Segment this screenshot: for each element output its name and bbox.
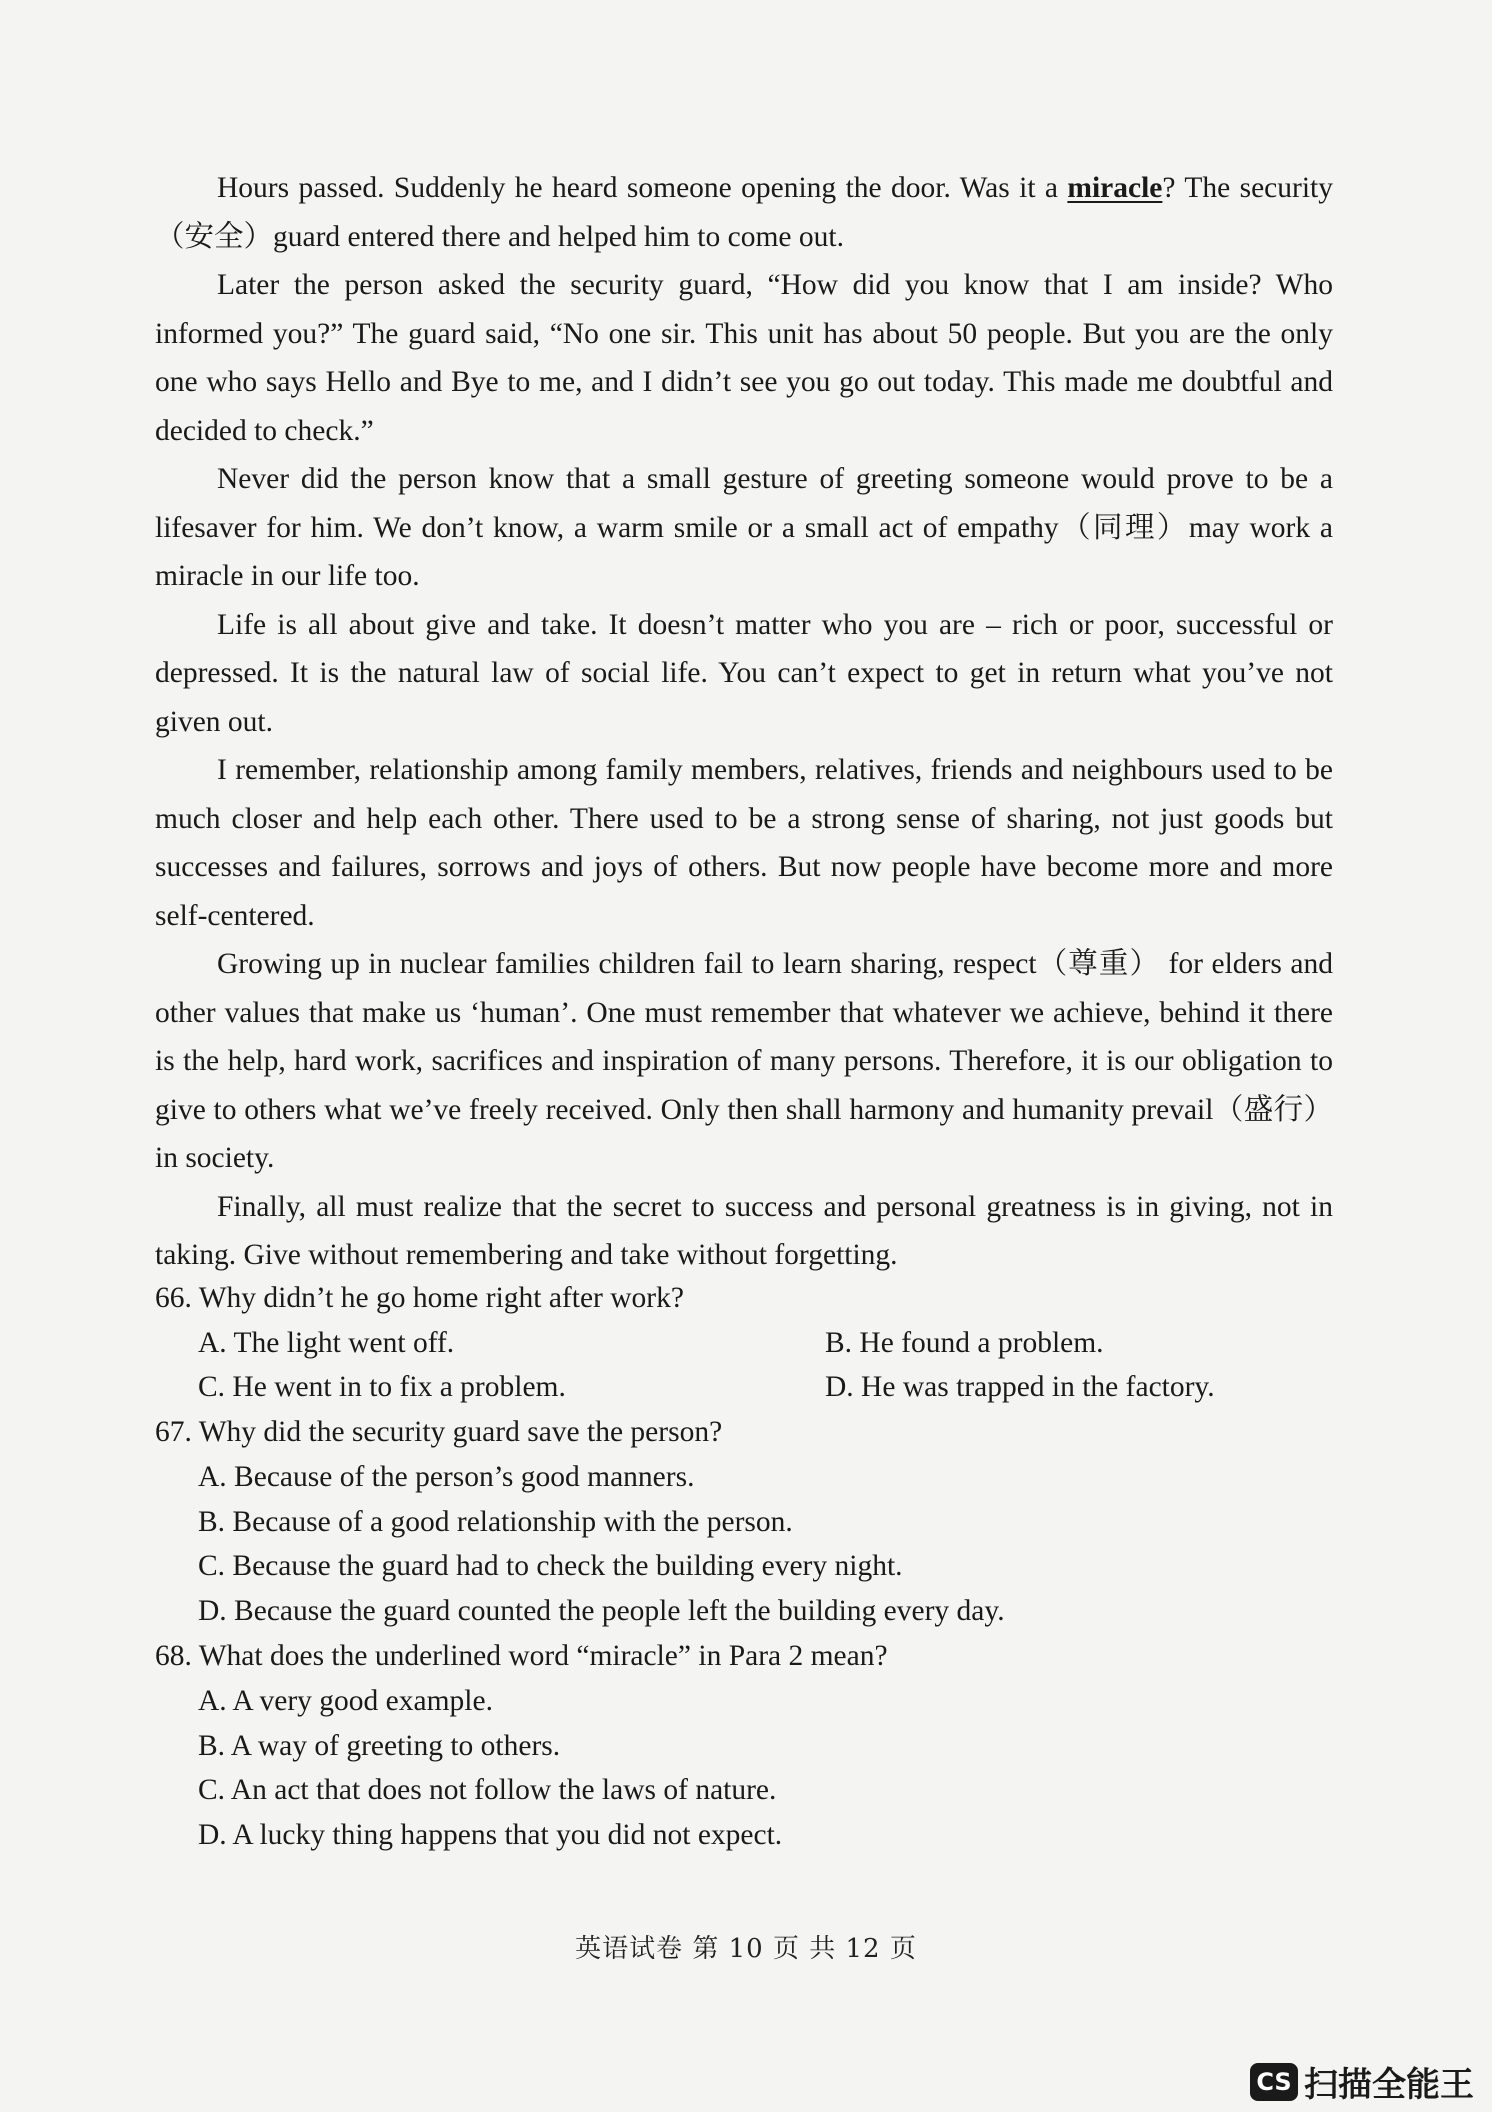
camscanner-logo-icon: CS (1250, 2063, 1298, 2101)
question-67-option-b: B. Because of a good relationship with the person. (198, 1505, 793, 1538)
question-68-option-d: D. A lucky thing happens that you did not expect. (198, 1818, 783, 1851)
paragraph-1 (155, 164, 1333, 261)
question-66-options-row-1 (155, 1321, 1333, 1365)
question-66-option-a: A. The light went off. (198, 1327, 455, 1359)
reading-passage (155, 164, 1333, 1280)
paragraph-5: I remember, relationship among family members, relatives, friends and neighbours used to be much closer and help each other. There used to be a strong sense of sharing, not just goods but successes and failures, sorrows and joys of others. But now people have become more and more self-centered. (155, 754, 1333, 932)
question-67-option-c: C. Because the guard had to check the building every night. (198, 1550, 903, 1582)
paragraph-2: Later the person asked the security guard, “How did you know that I am inside? Who informed you?” The guard said, “No one sir. This unit has about 50 people. But you are the only one who says Hello and Bye to me, and I didn’t see you go out today. This made me doubtful and decided to check.” (155, 269, 1333, 447)
question-68-option-b: B. A way of greeting to others. (198, 1729, 561, 1762)
question-67-option-a: A. Because of the person’s good manners. (198, 1461, 695, 1493)
questions-section (155, 1275, 1333, 1857)
page-footer: 英语试卷 第 10 页 共 12 页 (575, 1934, 917, 1964)
watermark-text: 扫描全能王 (1304, 2065, 1474, 2105)
paragraph-1-text-b: ? The security （安全）guard entered there and helped him to come out. (155, 172, 1333, 253)
question-67-stem: 67. Why did the security guard save the person? (155, 1416, 723, 1448)
question-68-option-c: C. An act that does not follow the laws of nature. (198, 1774, 777, 1806)
question-67-option-d: D. Because the guard counted the people left the building every day. (198, 1594, 1005, 1627)
paragraph-1-text-a: Hours passed. Suddenly he heard someone opening the door. Was it a (217, 172, 1068, 204)
question-66-option-d: D. He was trapped in the factory. (825, 1371, 1215, 1403)
question-66-option-b: B. He found a problem. (825, 1327, 1104, 1359)
question-66-stem: 66. Why didn’t he go home right after work? (155, 1282, 684, 1314)
paragraph-7: Finally, all must realize that the secret to success and personal greatness is in giving, not in taking. Give without remembering and take without forgetting. (155, 1190, 1333, 1271)
question-68-stem: 68. What does the underlined word “miracle” in Para 2 mean? (155, 1640, 888, 1672)
question-66-option-c: C. He went in to fix a problem. (198, 1371, 566, 1403)
paragraph-6: Growing up in nuclear families children fail to learn sharing, respect（尊重） for elders and other values that make us ‘human’. One must remember that whatever we achieve, behind it there is the help, hard work, sacrifices and inspiration of many persons. Therefore, it is our obligation to give to others what we’ve freely received. Only then shall harmony and humanity prevail（盛行）in society. (155, 948, 1333, 1174)
question-66-options-row-2 (155, 1365, 1333, 1409)
paragraph-3: Never did the person know that a small gesture of greeting someone would prove to be a lifesaver for him. We don’t know, a warm smile or a small act of empathy（同理）may work a miracle in our life too. (155, 463, 1333, 592)
question-68-option-a: A. A very good example. (198, 1685, 493, 1717)
scanner-watermark (1250, 2057, 1474, 2106)
paragraph-4: Life is all about give and take. It doesn’t matter who you are – rich or poor, successful or depressed. It is the natural law of social life. You can’t expect to get in return what you’ve not given out. (155, 608, 1333, 738)
underlined-word-miracle: miracle (1067, 172, 1163, 204)
